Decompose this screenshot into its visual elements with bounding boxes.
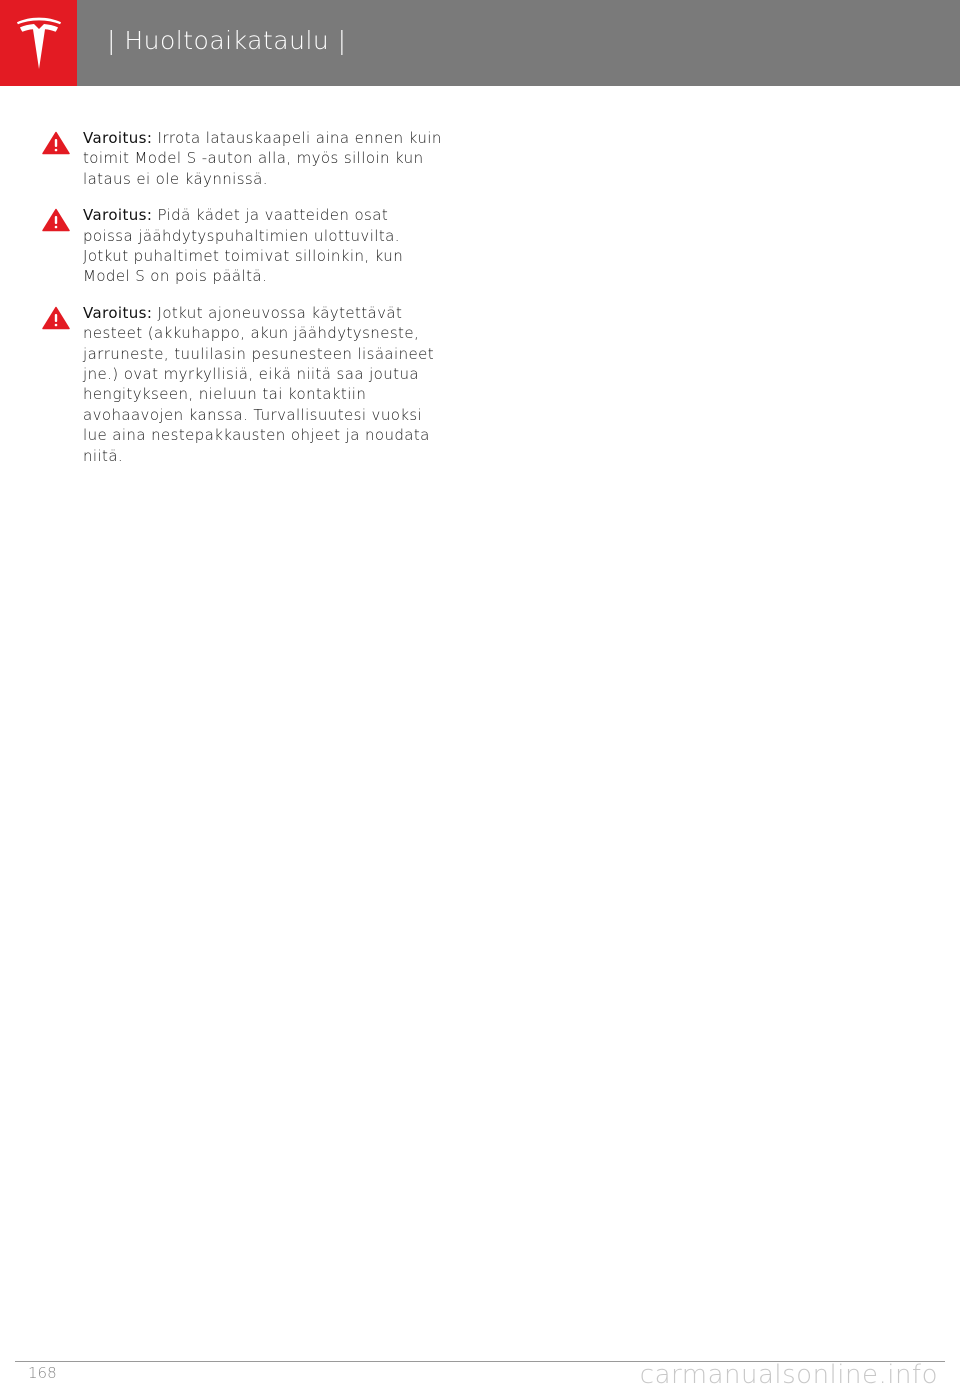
warning-label: Varoitus: — [83, 129, 153, 147]
warning-label: Varoitus: — [83, 303, 153, 322]
warning-text — [83, 128, 442, 189]
warning-text — [83, 205, 442, 287]
warning-body: Pidä kädet ja vaatteiden osat poissa jäähdytyspuhaltimien ulottuvilta. Jotkut puhaltimet toimivat silloinkin, kun Model S on pois päältä. — [83, 206, 404, 286]
warning-item — [42, 128, 442, 189]
warning-body: Jotkut ajoneuvossa käytettävät nesteet (akkuhappo, akun jäähdytysneste, jarruneste, tuulilasin pesunesteen lisäaineet jne.) ovat myrkyllisiä, eikä niitä saa joutua hengitykseen, nieluun tai kontaktiin avohaavojen kanssa. Turvallisuutesi vuoksi lue aina nestepakkausten ohjeet ja noudata niitä. — [83, 303, 435, 465]
watermark: carmanualsonline.info — [639, 1360, 938, 1390]
warning-triangle-icon — [42, 208, 70, 232]
tesla-logo-icon — [14, 15, 64, 71]
warning-body: Irrota latauskaapeli aina ennen kuin toimit Model S -auton alla, myös silloin kun lataus ei ole käynnissä. — [83, 129, 442, 188]
warning-triangle-icon — [42, 131, 70, 155]
warnings-list — [42, 128, 442, 482]
section-title: | Huoltoaikataulu | — [107, 26, 347, 55]
warning-text — [83, 303, 442, 466]
warning-item — [42, 303, 442, 466]
warning-item — [42, 205, 442, 287]
page-number: 168 — [28, 1364, 57, 1382]
brand-logo — [0, 0, 77, 86]
warning-triangle-icon — [42, 306, 70, 330]
warning-label: Varoitus: — [83, 206, 153, 225]
page-header — [0, 0, 960, 86]
